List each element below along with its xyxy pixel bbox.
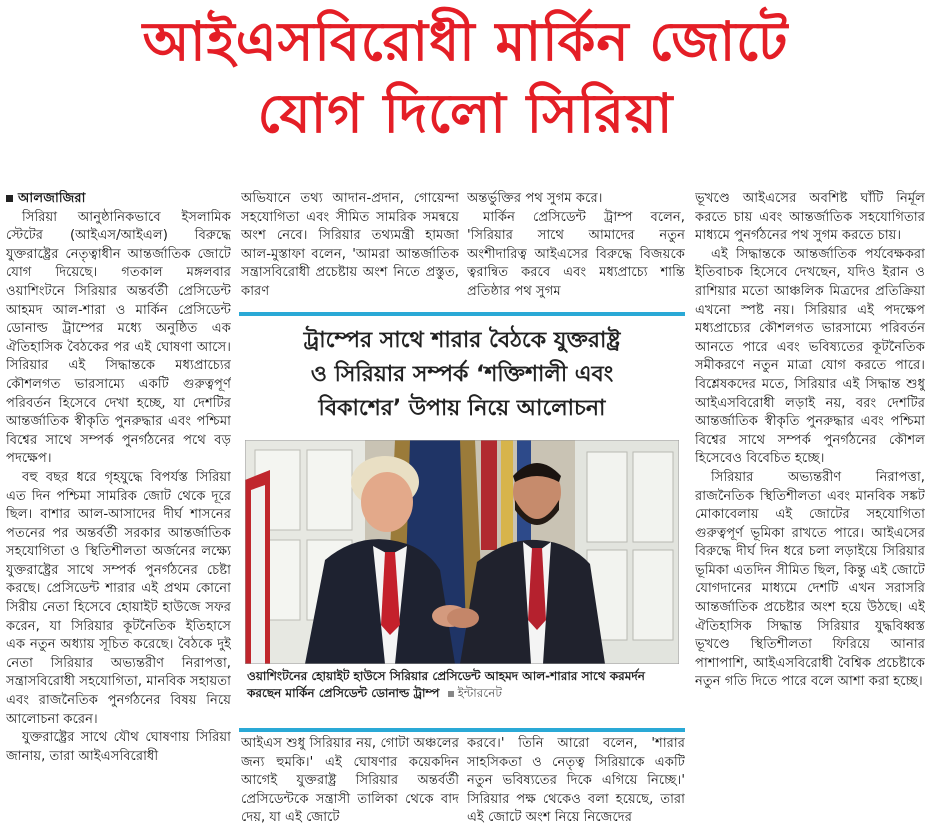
feature-heading-line-1: ট্রাম্পের সাথে শারার বৈঠকে যুক্তরাষ্ট্র <box>303 328 621 353</box>
feature-box <box>239 312 685 732</box>
article-column-3-top <box>467 190 685 300</box>
photo-caption-source: ইন্টারনেট <box>444 686 502 700</box>
article-column-2-bottom <box>241 735 459 835</box>
photo-caption <box>247 668 677 702</box>
headline-line-1: আইএসবিরোধী মার্কিন জোটে <box>142 10 789 73</box>
feature-heading <box>239 324 685 426</box>
headline-line-2: যোগ দিলো সিরিয়া <box>257 82 674 145</box>
col2-top-text: অভিযানে তথ্য আদান-প্রদান, গোয়েন্দা সহযোগিতা এবং সীমিত সামরিক সমন্বয়ে অংশ নেবে। সিরিয়ার তথ্যমন্ত্রী হামজা আল-মুস্তাফা বলেন, 'আমরা আন্তর্জাতিক সন্ত্রাসবিরোধী প্রচেষ্টায় অংশ নিতে প্রস্তুত, কারণ <box>241 191 459 299</box>
article-column-3-bottom <box>467 735 685 835</box>
article-column-2-top <box>241 190 459 300</box>
col1-paragraph-2: বহু বছর ধরে গৃহযুদ্ধে বিপর্যস্ত সিরিয়া এত দিন পশ্চিমা সামরিক জোট থেকে দূরে ছিল। বাশার আল-আসাদের দীর্ঘ শাসনের পতনের পর অন্তর্বর্তী সরকার আন্তর্জাতিক সহযোগিতা ও স্থিতিশীলতা অর্জনের লক্ষ্যে যুক্তরাষ্ট্রের সাথে সম্পর্ক পুনর্গঠনের চেষ্টা করছে। প্রেসিডেন্ট শারার এই প্রথম কোনো সিরীয় নেতা হিসেবে হোয়াইট হাউজে সফর করেন, যা সিরিয়ার কূটনৈতিক ইতিহাসে এক নতুন অধ্যায় সূচিত করেছে। বৈঠকে দুই নেতা সিরিয়ার অভ্যন্তরীণ নিরাপত্তা, সন্ত্রাসবিরোধী সহযোগিতা, মানবিক সহায়তা এবং রাজনৈতিক পুনর্গঠনের বিষয় নিয়ে আলোচনা করেন। <box>6 469 231 727</box>
article-column-4 <box>695 190 925 836</box>
col3-top-paragraph-1: অন্তর্ভুক্তির পথ সুগম করে। <box>467 191 603 206</box>
col1-paragraph-3: যুক্তরাষ্ট্রের সাথে যৌথ ঘোষণায় সিরিয়া জানায়, তারা আইএসবিরোধী <box>6 730 231 764</box>
photo-caption-text: ওয়াশিংটনের হোয়াইট হাউসে সিরিয়ার প্রেসিডেন্ট আহমদ আল-শারার সাথে করমর্দন করছেন মার্কিন প্রেসিডেন্ট ডোনাল্ড ট্রাম্প <box>247 669 645 700</box>
headline <box>0 6 931 150</box>
article-column-1 <box>6 190 231 836</box>
col3-bottom-text: করবে।' তিনি আরো বলেন, 'শারার সাহসিকতা ও নেতৃত্ব সিরিয়াকে একটি নতুন ভবিষ্যতের দিকে এগিয়ে নিচ্ছে।' সিরিয়ার পক্ষ থেকেও বলা হয়েছে, তারা এই জোটে অংশ নিয়ে নিজেদের <box>467 736 685 826</box>
source-label: আলজাজিরা <box>6 191 85 206</box>
feature-photo <box>245 440 679 664</box>
col4-paragraph-3: সিরিয়ার অভ্যন্তরীণ নিরাপত্তা, রাজনৈতিক স্থিতিশীলতা এবং মানবিক সঙ্কট মোকাবেলায় এই জোটের সহযোগিতা গুরুত্বপূর্ণ ভূমিকা রাখতে পারে। আইএসের বিরুদ্ধে দীর্ঘ দিন ধরে চলা লড়াইয়ে সিরিয়ার ভূমিকা এতদিন সীমিত ছিল, কিন্তু এই জোটে যোগদানের মাধ্যমে দেশটি এখন সরাসরি আন্তর্জাতিক প্রচেষ্টার অংশ হয়ে উঠছে। এই ঐতিহাসিক সিদ্ধান্ত সিরিয়ার যুদ্ধবিধ্বস্ত ভূখণ্ডে স্থিতিশীলতা ফিরিয়ে আনার পাশাপাশি, আইএসবিরোধী বৈশ্বিক প্রচেষ্টাকে নতুন গতি দিতে পারে বলে আশা করা হচ্ছে। <box>695 469 925 690</box>
col1-paragraph-1: সিরিয়া আনুষ্ঠানিকভাবে ইসলামিক স্টেটের (আইএস/আইএল) বিরুদ্ধে যুক্তরাষ্ট্রের নেতৃত্বাধীন আন্তর্জাতিক জোটে যোগ দিয়েছে। গতকাল মঙ্গলবার ওয়াশিংটনে সিরিয়ার অন্তর্বর্তী প্রেসিডেন্ট আহমদ আল-শারা ও মার্কিন প্রেসিডেন্ট ডোনাল্ড ট্রাম্পের মধ্যে অনুষ্ঠিত এক ঐতিহাসিক বৈঠকের পর এই ঘোষণা আসে। সিরিয়ার এই সিদ্ধান্তকে মধ্যপ্রাচ্যের কৌশলগত ভারসাম্যে একটি গুরুত্বপূর্ণ পরিবর্তন হিসেবে দেখা হচ্ছে, যা দেশটির আন্তর্জাতিক স্বীকৃতি পুনরুদ্ধার এবং পশ্চিমা বিশ্বের সাথে সম্পর্ক পুনর্গঠনের পথে বড় পদক্ষেপ। <box>6 209 231 467</box>
col3-top-paragraph-2: মার্কিন প্রেসিডেন্ট ট্রাম্প বলেন, 'সিরিয়ার সাথে আমাদের নতুন অংশীদারিত্ব আইএসের বিরুদ্ধে বিজয়কে ত্বরান্বিত করবে এবং মধ্যপ্রাচ্যে শান্তি প্রতিষ্ঠার পথ সুগম <box>467 209 685 299</box>
feature-heading-line-3: বিকাশের’ উপায় নিয়ে আলোচনা <box>318 396 606 421</box>
col2-bottom-text: আইএস শুধু সিরিয়ার নয়, গোটা অঞ্চলের জন্য হুমকি।' এই ঘোষণার কয়েকদিন আগেই যুক্তরাষ্ট্র সিরিয়ার অন্তর্বর্তী প্রেসিডেন্টকে সন্ত্রাসী তালিকা থেকে বাদ দেয়, যা এই জোটে <box>241 736 459 826</box>
col4-paragraph-1: ভূখণ্ডে আইএসের অবশিষ্ট ঘাঁটি নির্মূল করতে চায় এবং আন্তর্জাতিক সহযোগিতার মাধ্যমে পুনর্গঠনের পথ সুগম করতে চায়। <box>695 191 925 244</box>
feature-heading-line-2: ও সিরিয়ার সম্পর্ক ‘শক্তিশালী এবং <box>310 362 614 387</box>
col4-paragraph-2: এই সিদ্ধান্তকে আন্তর্জাতিক পর্যবেক্ষকরা ইতিবাচক হিসেবে দেখছেন, যদিও ইরান ও রাশিয়ার মতো আঞ্চলিক মিত্রদের প্রতিক্রিয়া এখনো স্পষ্ট নয়। সিরিয়ার এই পদক্ষেপ মধ্যপ্রাচ্যের কৌশলগত ভারসাম্যে পরিবর্তন আনতে পারে এবং ভবিষ্যতের কূটনৈতিক সমীকরণে নতুন মাত্রা যোগ করতে পারে। বিশ্লেষকদের মতে, সিরিয়ার এই সিদ্ধান্ত শুধু আইএসবিরোধী লড়াই নয়, বরং দেশটির আন্তর্জাতিক স্বীকৃতি পুনরুদ্ধার এবং পশ্চিমা বিশ্বের সাথে সম্পর্ক পুনর্গঠনের কৌশল হিসেবেও বিবেচিত হচ্ছে। <box>695 246 925 467</box>
